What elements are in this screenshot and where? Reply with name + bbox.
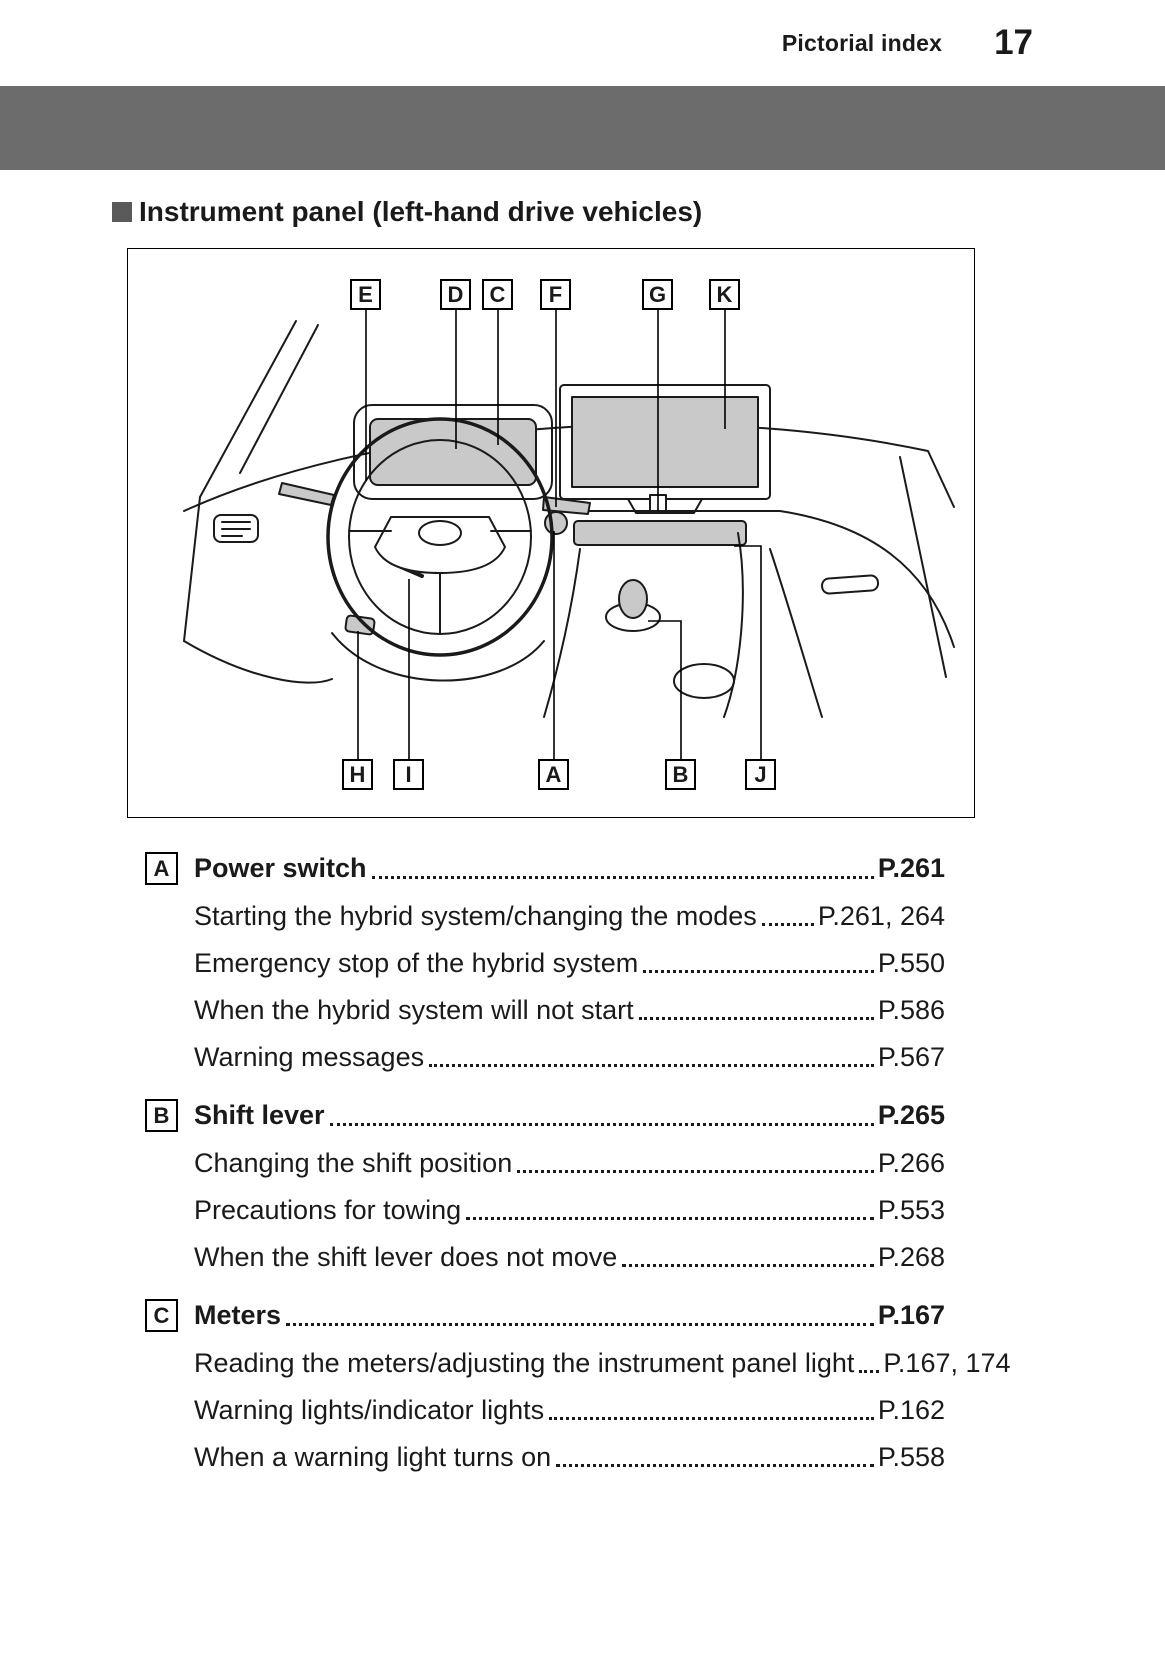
dot-leader	[517, 1170, 874, 1173]
page-ref: P.265	[877, 1100, 945, 1130]
diagram-label-b: B	[665, 759, 696, 790]
index-entry-main	[145, 1299, 945, 1332]
sub-entry-text: Emergency stop of the hybrid system	[194, 948, 639, 978]
sub-entry-text: When a warning light turns on	[194, 1442, 552, 1472]
diagram-label-h: H	[342, 759, 373, 790]
index-group-b	[145, 1099, 945, 1273]
index-entry-sub	[194, 1148, 945, 1179]
square-bullet-icon	[112, 202, 132, 222]
page-ref: P.167	[877, 1300, 945, 1330]
page-ref: P.550	[877, 948, 945, 978]
page-ref: P.261, 264	[817, 901, 945, 931]
dot-leader	[643, 970, 874, 973]
page-ref: P.266	[877, 1148, 945, 1178]
sub-entry-text: When the shift lever does not move	[194, 1242, 618, 1272]
diagram-label-f: F	[540, 279, 571, 310]
dot-leader	[549, 1417, 874, 1420]
page-ref: P.261	[877, 853, 945, 883]
index-entry-sub	[194, 1395, 945, 1426]
sub-entry-text: Warning messages	[194, 1042, 425, 1072]
diagram-label-g: G	[642, 279, 673, 310]
chapter-banner	[0, 86, 1165, 170]
page-ref: P.162	[877, 1395, 945, 1425]
entry-title: Power switch	[194, 853, 367, 883]
sub-entry-text: Changing the shift position	[194, 1148, 513, 1178]
dot-leader	[429, 1064, 874, 1067]
index-entry-sub	[194, 1442, 945, 1473]
sub-entry-text: Starting the hybrid system/changing the modes	[194, 901, 757, 931]
pictorial-index-list	[145, 852, 1011, 1473]
instrument-panel-diagram	[127, 248, 975, 818]
dot-leader	[639, 1017, 874, 1020]
entry-title: Meters	[194, 1300, 282, 1330]
page-ref: P.553	[877, 1195, 945, 1225]
section-title	[112, 196, 1165, 228]
sub-entry-text: Reading the meters/adjusting the instrument panel light	[194, 1348, 855, 1378]
page-ref: P.586	[877, 995, 945, 1025]
page-ref: P.567	[877, 1042, 945, 1072]
callout-letter-c: C	[145, 1299, 178, 1332]
diagram-label-e: E	[350, 279, 381, 310]
index-entry-sub	[194, 1242, 945, 1273]
entry-title: Shift lever	[194, 1100, 325, 1130]
sub-entry-text: When the hybrid system will not start	[194, 995, 634, 1025]
dot-leader	[372, 876, 874, 879]
dot-leader	[330, 1123, 874, 1126]
dot-leader	[286, 1323, 874, 1326]
dot-leader	[466, 1217, 874, 1220]
index-entry-sub	[194, 995, 945, 1026]
callout-letter-b: B	[145, 1099, 178, 1132]
index-entry-main	[145, 852, 945, 885]
instrument-panel-line-art	[128, 249, 974, 817]
diagram-label-i: I	[393, 759, 424, 790]
header-page-number: 17	[994, 23, 1033, 62]
callout-letter-a: A	[145, 852, 178, 885]
index-entry-sub	[194, 1348, 1011, 1379]
dot-leader	[556, 1464, 874, 1467]
sub-entry-text: Warning lights/indicator lights	[194, 1395, 545, 1425]
index-group-a	[145, 852, 945, 1073]
index-entry-sub	[194, 948, 945, 979]
index-entry-main	[145, 1099, 945, 1132]
page-ref: P.268	[877, 1242, 945, 1272]
diagram-label-j: J	[745, 759, 776, 790]
dot-leader	[859, 1370, 879, 1373]
page-header	[0, 0, 1165, 86]
index-entry-sub	[194, 1195, 945, 1226]
section-title-text: Instrument panel (left-hand drive vehicles)	[139, 196, 703, 227]
diagram-label-d: D	[440, 279, 471, 310]
header-section-title: Pictorial index	[781, 29, 943, 56]
diagram-label-k: K	[709, 279, 740, 310]
page-ref: P.558	[877, 1442, 945, 1472]
dot-leader	[622, 1264, 874, 1267]
diagram-label-c: C	[482, 279, 513, 310]
index-entry-sub	[194, 901, 945, 932]
diagram-label-a: A	[538, 759, 569, 790]
index-entry-sub	[194, 1042, 945, 1073]
page-ref: P.167, 174	[883, 1348, 1011, 1378]
sub-entry-text: Precautions for towing	[194, 1195, 462, 1225]
index-group-c	[145, 1299, 1011, 1473]
dot-leader	[762, 923, 814, 926]
